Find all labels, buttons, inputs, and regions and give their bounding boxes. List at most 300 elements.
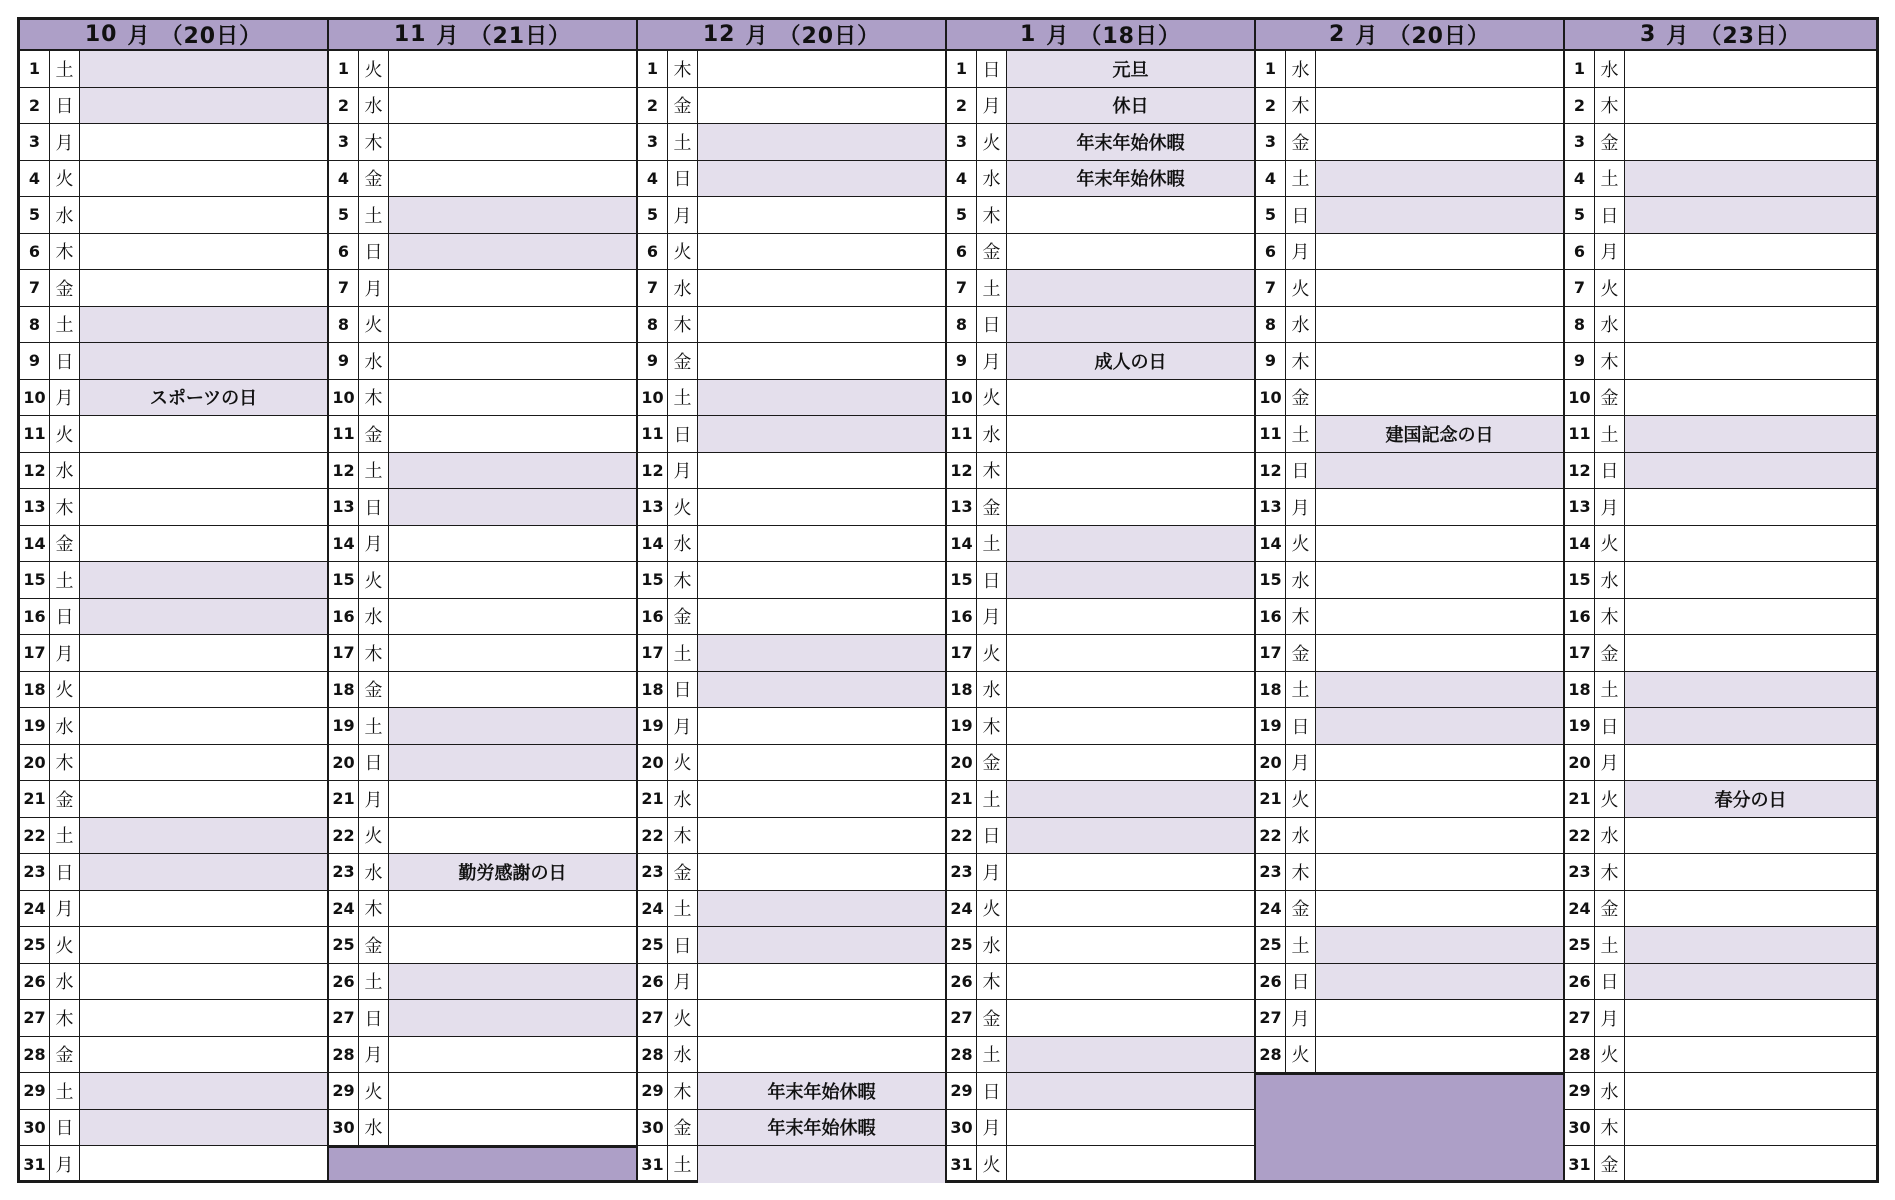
month-number: 11	[393, 22, 427, 47]
weekday: 月	[1286, 745, 1316, 781]
day-number: 13	[638, 489, 668, 525]
day-note	[1625, 745, 1876, 781]
weekday: 土	[668, 635, 698, 671]
day-number: 3	[1565, 124, 1595, 160]
day-note	[80, 161, 327, 197]
day-number: 1	[1256, 51, 1286, 87]
weekday: 木	[1595, 854, 1625, 890]
day-row	[947, 416, 1254, 453]
day-number: 9	[947, 343, 977, 379]
day-row	[329, 1037, 636, 1074]
weekday: 土	[668, 891, 698, 927]
day-note	[1316, 818, 1563, 854]
day-number: 21	[638, 781, 668, 817]
day-number: 14	[947, 526, 977, 562]
weekday: 月	[1595, 745, 1625, 781]
weekday: 金	[668, 88, 698, 124]
day-note	[1007, 1000, 1254, 1036]
weekday: 金	[1286, 380, 1316, 416]
weekday: 日	[50, 343, 80, 379]
day-row	[329, 964, 636, 1001]
day-row	[1256, 1000, 1563, 1037]
weekday: 月	[977, 343, 1007, 379]
weekday: 日	[1595, 708, 1625, 744]
day-note: 年末年始休暇	[698, 1073, 945, 1109]
day-note	[698, 599, 945, 635]
empty-days-filler	[329, 1146, 636, 1180]
day-rows	[947, 51, 1254, 1183]
day-note	[1625, 635, 1876, 671]
day-note	[698, 88, 945, 124]
day-row	[329, 672, 636, 709]
day-row	[638, 343, 945, 380]
weekday: 日	[668, 416, 698, 452]
day-row	[947, 672, 1254, 709]
weekday: 水	[1286, 51, 1316, 87]
weekday: 木	[1595, 1110, 1625, 1146]
weekday: 金	[1595, 380, 1625, 416]
day-number: 6	[1256, 234, 1286, 270]
weekday: 木	[977, 453, 1007, 489]
day-note	[1316, 1037, 1563, 1073]
day-note	[1625, 197, 1876, 233]
day-row	[329, 343, 636, 380]
weekday: 日	[1286, 964, 1316, 1000]
day-number: 11	[947, 416, 977, 452]
day-note	[1625, 964, 1876, 1000]
weekday: 土	[359, 964, 389, 1000]
day-number: 31	[947, 1146, 977, 1183]
month-workday-count: （23日）	[1699, 24, 1801, 49]
weekday: 金	[1286, 124, 1316, 160]
day-row	[329, 489, 636, 526]
day-note	[389, 526, 636, 562]
day-rows	[329, 51, 636, 1180]
day-note	[1316, 51, 1563, 87]
day-note	[1625, 1000, 1876, 1036]
day-number: 12	[329, 453, 359, 489]
day-note	[1625, 380, 1876, 416]
weekday: 水	[1595, 51, 1625, 87]
day-number: 16	[638, 599, 668, 635]
month-header	[947, 20, 1254, 51]
day-note: 勤労感謝の日	[389, 854, 636, 890]
weekday: 月	[1286, 489, 1316, 525]
day-note	[1007, 964, 1254, 1000]
weekday: 日	[359, 489, 389, 525]
day-note	[698, 124, 945, 160]
day-note	[698, 745, 945, 781]
day-number: 26	[1565, 964, 1595, 1000]
day-row	[1256, 307, 1563, 344]
day-number: 20	[947, 745, 977, 781]
weekday: 土	[1286, 161, 1316, 197]
day-number: 24	[20, 891, 50, 927]
day-number: 1	[329, 51, 359, 87]
weekday: 土	[50, 51, 80, 87]
day-number: 20	[1565, 745, 1595, 781]
day-note	[80, 927, 327, 963]
month-column-10	[20, 20, 329, 1180]
weekday: 水	[359, 599, 389, 635]
day-number: 5	[1256, 197, 1286, 233]
day-row	[947, 781, 1254, 818]
day-number: 17	[329, 635, 359, 671]
day-number: 18	[20, 672, 50, 708]
weekday: 土	[359, 708, 389, 744]
day-note	[1007, 197, 1254, 233]
day-row	[947, 197, 1254, 234]
day-number: 31	[638, 1146, 668, 1183]
day-note	[1007, 489, 1254, 525]
weekday: 火	[1286, 270, 1316, 306]
day-number: 12	[1565, 453, 1595, 489]
day-number: 28	[638, 1037, 668, 1073]
day-row	[638, 380, 945, 417]
weekday: 火	[50, 416, 80, 452]
day-number: 5	[329, 197, 359, 233]
weekday: 火	[1595, 526, 1625, 562]
day-note	[389, 1037, 636, 1073]
day-number: 5	[20, 197, 50, 233]
day-row	[638, 1146, 945, 1183]
weekday: 火	[977, 1146, 1007, 1183]
weekday: 土	[668, 380, 698, 416]
day-row	[1565, 1037, 1876, 1074]
day-row	[329, 599, 636, 636]
day-note	[1625, 526, 1876, 562]
day-note	[1625, 270, 1876, 306]
day-number: 29	[947, 1073, 977, 1109]
day-row	[947, 343, 1254, 380]
weekday: 木	[1286, 854, 1316, 890]
day-note	[1625, 708, 1876, 744]
day-number: 13	[20, 489, 50, 525]
day-row	[20, 234, 327, 271]
day-note	[698, 51, 945, 87]
day-number: 29	[329, 1073, 359, 1109]
day-note	[698, 234, 945, 270]
day-number: 25	[20, 927, 50, 963]
day-row	[638, 51, 945, 88]
day-number: 21	[947, 781, 977, 817]
day-number: 30	[329, 1110, 359, 1146]
day-row	[20, 51, 327, 88]
empty-days-filler	[1256, 1073, 1563, 1180]
weekday: 月	[1286, 1000, 1316, 1036]
day-number: 26	[329, 964, 359, 1000]
day-number: 14	[329, 526, 359, 562]
weekday: 土	[359, 197, 389, 233]
day-number: 24	[329, 891, 359, 927]
day-number: 11	[329, 416, 359, 452]
weekday: 金	[359, 672, 389, 708]
month-number: 3	[1640, 22, 1657, 47]
day-row	[1256, 526, 1563, 563]
weekday: 土	[1595, 416, 1625, 452]
day-note	[80, 708, 327, 744]
day-row	[638, 307, 945, 344]
weekday: 木	[977, 964, 1007, 1000]
day-row	[1565, 453, 1876, 490]
day-note	[1316, 234, 1563, 270]
weekday: 木	[359, 635, 389, 671]
day-note	[389, 745, 636, 781]
day-note	[389, 161, 636, 197]
day-number: 8	[947, 307, 977, 343]
weekday: 日	[977, 562, 1007, 598]
weekday: 水	[977, 927, 1007, 963]
weekday: 木	[1595, 599, 1625, 635]
day-row	[1256, 234, 1563, 271]
day-row	[329, 708, 636, 745]
day-row	[638, 854, 945, 891]
day-number: 30	[20, 1110, 50, 1146]
day-row	[329, 270, 636, 307]
day-row	[638, 489, 945, 526]
weekday: 月	[50, 124, 80, 160]
day-row	[947, 51, 1254, 88]
weekday: 月	[977, 1110, 1007, 1146]
weekday: 金	[668, 854, 698, 890]
month-workday-count: （18日）	[1079, 24, 1181, 49]
day-note	[1007, 745, 1254, 781]
weekday: 火	[668, 1000, 698, 1036]
day-row	[638, 1000, 945, 1037]
day-number: 28	[20, 1037, 50, 1073]
day-note	[389, 197, 636, 233]
day-row	[1256, 270, 1563, 307]
day-row	[1256, 745, 1563, 782]
weekday: 火	[1595, 270, 1625, 306]
day-note	[698, 343, 945, 379]
weekday: 水	[1286, 562, 1316, 598]
day-number: 8	[638, 307, 668, 343]
weekday: 土	[50, 562, 80, 598]
weekday: 金	[1286, 891, 1316, 927]
day-number: 4	[329, 161, 359, 197]
day-note	[80, 307, 327, 343]
day-note	[698, 927, 945, 963]
month-header	[638, 20, 945, 51]
day-row	[1565, 270, 1876, 307]
day-row	[947, 1073, 1254, 1110]
month-unit: 月	[436, 24, 460, 49]
weekday: 土	[668, 124, 698, 160]
weekday: 月	[359, 270, 389, 306]
day-number: 19	[1256, 708, 1286, 744]
day-number: 21	[329, 781, 359, 817]
day-number: 22	[1256, 818, 1286, 854]
day-row	[638, 672, 945, 709]
weekday: 水	[50, 197, 80, 233]
day-row	[20, 124, 327, 161]
day-note	[389, 891, 636, 927]
month-unit: 月	[1355, 24, 1379, 49]
weekday: 木	[668, 51, 698, 87]
day-note	[1625, 453, 1876, 489]
day-row	[1256, 964, 1563, 1001]
month-unit: 月	[127, 24, 151, 49]
day-note	[389, 927, 636, 963]
day-number: 10	[638, 380, 668, 416]
day-number: 19	[20, 708, 50, 744]
day-row	[20, 1000, 327, 1037]
day-note	[1007, 1073, 1254, 1109]
day-row	[1565, 1110, 1876, 1147]
weekday: 土	[1286, 672, 1316, 708]
day-note	[698, 1037, 945, 1073]
weekday: 土	[977, 781, 1007, 817]
day-row	[947, 453, 1254, 490]
day-number: 31	[1565, 1146, 1595, 1183]
weekday: 日	[359, 745, 389, 781]
day-note	[1007, 380, 1254, 416]
day-note: 年末年始休暇	[698, 1110, 945, 1146]
day-number: 19	[638, 708, 668, 744]
weekday: 水	[1595, 818, 1625, 854]
weekday: 火	[1286, 1037, 1316, 1073]
day-row	[329, 234, 636, 271]
day-row	[20, 88, 327, 125]
day-number: 8	[329, 307, 359, 343]
day-row	[638, 1073, 945, 1110]
day-row	[1565, 380, 1876, 417]
day-note	[389, 307, 636, 343]
day-note	[1316, 708, 1563, 744]
day-note	[1625, 818, 1876, 854]
day-note	[389, 635, 636, 671]
day-number: 3	[1256, 124, 1286, 160]
weekday: 水	[1595, 1073, 1625, 1109]
day-row	[1565, 964, 1876, 1001]
day-number: 8	[1256, 307, 1286, 343]
weekday: 木	[359, 380, 389, 416]
day-note: スポーツの日	[80, 380, 327, 416]
weekday: 木	[1595, 343, 1625, 379]
day-row	[947, 380, 1254, 417]
day-note	[1625, 927, 1876, 963]
day-number: 22	[638, 818, 668, 854]
day-row	[1565, 891, 1876, 928]
day-number: 5	[1565, 197, 1595, 233]
weekday: 日	[359, 1000, 389, 1036]
day-row	[329, 161, 636, 198]
day-number: 23	[20, 854, 50, 890]
weekday: 木	[668, 1073, 698, 1109]
weekday: 火	[1595, 1037, 1625, 1073]
day-row	[329, 1000, 636, 1037]
day-note	[1007, 891, 1254, 927]
day-row	[1256, 197, 1563, 234]
day-note	[1625, 854, 1876, 890]
day-row	[947, 161, 1254, 198]
day-note	[1316, 453, 1563, 489]
day-note	[1007, 270, 1254, 306]
month-number: 2	[1329, 22, 1346, 47]
weekday: 木	[668, 307, 698, 343]
day-row	[1565, 161, 1876, 198]
day-number: 28	[1256, 1037, 1286, 1073]
weekday: 金	[977, 745, 1007, 781]
day-note	[1007, 526, 1254, 562]
day-row	[1256, 891, 1563, 928]
day-rows	[1256, 51, 1563, 1180]
weekday: 火	[977, 124, 1007, 160]
day-note	[1007, 453, 1254, 489]
day-note	[389, 124, 636, 160]
day-row	[1565, 599, 1876, 636]
day-number: 1	[638, 51, 668, 87]
day-row	[329, 818, 636, 855]
day-note	[1316, 88, 1563, 124]
day-row	[1565, 854, 1876, 891]
weekday: 日	[1595, 964, 1625, 1000]
day-number: 16	[20, 599, 50, 635]
day-number: 27	[20, 1000, 50, 1036]
day-note	[1316, 599, 1563, 635]
day-note	[1625, 307, 1876, 343]
day-row	[20, 380, 327, 417]
weekday: 日	[50, 1110, 80, 1146]
day-row	[1256, 708, 1563, 745]
month-header	[1256, 20, 1563, 51]
day-row	[20, 599, 327, 636]
weekday: 金	[977, 1000, 1007, 1036]
day-note	[80, 891, 327, 927]
day-note: 年末年始休暇	[1007, 161, 1254, 197]
day-number: 16	[947, 599, 977, 635]
day-note	[80, 781, 327, 817]
weekday: 土	[1595, 672, 1625, 708]
day-note	[1316, 270, 1563, 306]
weekday: 日	[977, 818, 1007, 854]
day-note	[1316, 343, 1563, 379]
day-number: 18	[638, 672, 668, 708]
weekday: 土	[1286, 927, 1316, 963]
weekday: 金	[668, 1110, 698, 1146]
day-number: 23	[638, 854, 668, 890]
day-number: 23	[1565, 854, 1595, 890]
month-column-1	[947, 20, 1256, 1180]
month-workday-count: （21日）	[469, 24, 572, 49]
day-number: 24	[1256, 891, 1286, 927]
weekday: 土	[1595, 927, 1625, 963]
weekday: 金	[50, 781, 80, 817]
day-row	[1256, 416, 1563, 453]
weekday: 金	[1595, 1146, 1625, 1183]
day-note	[698, 489, 945, 525]
day-row	[947, 964, 1254, 1001]
day-number: 15	[20, 562, 50, 598]
weekday: 月	[977, 854, 1007, 890]
month-workday-count: （20日）	[160, 24, 263, 49]
day-number: 12	[1256, 453, 1286, 489]
day-number: 6	[947, 234, 977, 270]
day-number: 22	[947, 818, 977, 854]
day-row	[20, 964, 327, 1001]
day-number: 23	[1256, 854, 1286, 890]
day-note	[389, 1110, 636, 1146]
day-note	[1625, 1037, 1876, 1073]
day-note	[698, 197, 945, 233]
weekday: 木	[668, 562, 698, 598]
day-note	[698, 672, 945, 708]
day-number: 13	[329, 489, 359, 525]
weekday: 水	[1286, 307, 1316, 343]
day-number: 12	[638, 453, 668, 489]
day-row	[638, 197, 945, 234]
